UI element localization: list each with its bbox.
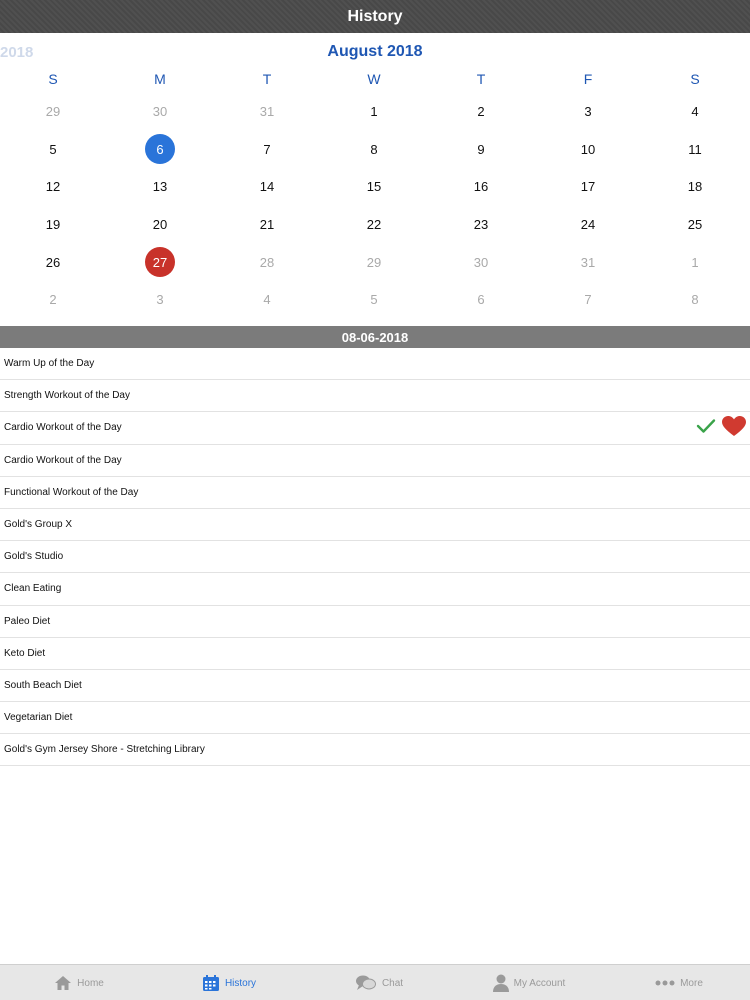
workout-label: Clean Eating — [4, 583, 62, 595]
workout-label: Gold's Gym Jersey Shore - Stretching Library — [4, 744, 205, 756]
calendar-day[interactable]: 29 — [366, 254, 382, 270]
workout-label: Cardio Workout of the Day — [4, 422, 122, 434]
tab-history[interactable] — [154, 965, 304, 1000]
calendar-day[interactable]: 10 — [580, 141, 596, 157]
calendar-day[interactable]: 30 — [152, 103, 168, 119]
previous-month-label[interactable]: 2018 — [0, 44, 34, 61]
workout-list-item[interactable] — [0, 477, 750, 509]
calendar-day[interactable]: 17 — [580, 178, 596, 194]
workout-label: Vegetarian Diet — [4, 712, 73, 724]
tab-label: My Account — [513, 977, 566, 989]
weekday-label: W — [367, 71, 381, 87]
workout-list-item[interactable] — [0, 638, 750, 670]
tab-label: More — [680, 977, 703, 989]
calendar-day[interactable]: 6 — [477, 291, 485, 307]
calendar-day[interactable]: 22 — [366, 216, 382, 232]
calendar-day[interactable]: 18 — [687, 178, 703, 194]
weekday-label: S — [690, 71, 700, 87]
calendar-day-selected[interactable]: 6 — [145, 134, 175, 164]
calendar-day[interactable]: 9 — [477, 141, 485, 157]
calendar-day[interactable]: 15 — [366, 178, 382, 194]
weekday-label: M — [154, 71, 166, 87]
workout-label: South Beach Diet — [4, 679, 82, 691]
workout-label: Gold's Studio — [4, 551, 64, 563]
weekday-label: S — [48, 71, 58, 87]
workout-list-item[interactable] — [0, 573, 750, 605]
calendar-day[interactable]: 23 — [473, 216, 489, 232]
calendar-day[interactable]: 11 — [688, 141, 702, 157]
calendar-icon — [202, 974, 220, 992]
calendar-day[interactable]: 29 — [45, 103, 61, 119]
heart-icon[interactable] — [722, 416, 746, 440]
calendar-day[interactable]: 31 — [259, 103, 275, 119]
tab-bar — [0, 964, 750, 1000]
weekday-header-row — [0, 71, 750, 91]
workout-label: Strength Workout of the Day — [4, 390, 130, 402]
selected-date-bar — [0, 326, 750, 348]
calendar-day[interactable]: 24 — [580, 216, 596, 232]
calendar-day[interactable]: 31 — [580, 254, 596, 270]
workout-list-item[interactable] — [0, 734, 750, 766]
workout-list-item[interactable] — [0, 348, 750, 380]
calendar-day[interactable]: 8 — [370, 141, 378, 157]
workout-label: Functional Workout of the Day — [4, 486, 139, 498]
workout-label: Paleo Diet — [4, 615, 51, 627]
tab-label: History — [224, 977, 257, 989]
tab-chat[interactable] — [304, 965, 454, 1000]
calendar-day[interactable]: 13 — [152, 178, 168, 194]
calendar-day[interactable]: 2 — [49, 291, 57, 307]
calendar-day[interactable]: 16 — [473, 178, 489, 194]
calendar-day[interactable]: 5 — [49, 141, 57, 157]
weekday-label: F — [583, 71, 593, 87]
calendar-day[interactable]: 1 — [691, 254, 699, 270]
calendar-day[interactable]: 25 — [687, 216, 703, 232]
workout-label: Warm Up of the Day — [4, 358, 95, 370]
calendar-day[interactable]: 12 — [45, 178, 61, 194]
calendar-day[interactable]: 4 — [691, 103, 699, 119]
workout-list-item[interactable] — [0, 412, 750, 444]
calendar-day[interactable]: 21 — [259, 216, 275, 232]
weekday-label: T — [262, 71, 272, 87]
calendar-day[interactable]: 5 — [370, 291, 378, 307]
workout-list-item[interactable] — [0, 670, 750, 702]
workout-label: Cardio Workout of the Day — [4, 454, 122, 466]
user-icon — [493, 974, 509, 992]
tab-label: Home — [77, 977, 104, 989]
more-icon — [655, 980, 675, 986]
calendar-day-grid — [0, 90, 750, 315]
workout-label: Gold's Group X — [4, 519, 73, 531]
calendar-day[interactable]: 14 — [259, 178, 275, 194]
calendar-day[interactable]: 7 — [584, 291, 592, 307]
month-title: August 2018 — [327, 43, 423, 60]
workout-list-item[interactable] — [0, 509, 750, 541]
calendar-day[interactable]: 2 — [477, 103, 485, 119]
calendar-day[interactable]: 26 — [45, 254, 61, 270]
page-title: History — [347, 7, 403, 25]
tab-home[interactable] — [4, 965, 154, 1000]
workout-list-item[interactable] — [0, 541, 750, 573]
title-bar — [0, 0, 750, 33]
selected-date-label: 08-06-2018 — [341, 329, 409, 345]
calendar-day[interactable]: 3 — [156, 291, 164, 307]
workout-list — [0, 348, 750, 766]
workout-label: Keto Diet — [4, 647, 46, 659]
calendar-day[interactable]: 3 — [584, 103, 592, 119]
workout-list-item[interactable] — [0, 445, 750, 477]
calendar-day[interactable]: 30 — [473, 254, 489, 270]
checkmark-icon — [696, 418, 716, 437]
calendar-day[interactable]: 20 — [152, 216, 168, 232]
weekday-label: T — [476, 71, 486, 87]
home-icon — [54, 975, 72, 991]
calendar — [0, 33, 750, 326]
calendar-day[interactable]: 19 — [45, 216, 61, 232]
calendar-day[interactable]: 1 — [370, 103, 378, 119]
workout-actions — [696, 412, 746, 443]
workout-list-item[interactable] — [0, 702, 750, 734]
calendar-day[interactable]: 7 — [263, 141, 271, 157]
calendar-day[interactable]: 8 — [691, 291, 699, 307]
chat-icon — [355, 974, 377, 992]
calendar-day[interactable]: 4 — [263, 291, 271, 307]
workout-list-item[interactable] — [0, 606, 750, 638]
tab-more[interactable] — [604, 965, 750, 1000]
calendar-day-marked[interactable]: 27 — [145, 247, 175, 277]
workout-list-item[interactable] — [0, 380, 750, 412]
tab-my-account[interactable] — [454, 965, 604, 1000]
calendar-day[interactable]: 28 — [259, 254, 275, 270]
tab-label: Chat — [381, 977, 404, 989]
